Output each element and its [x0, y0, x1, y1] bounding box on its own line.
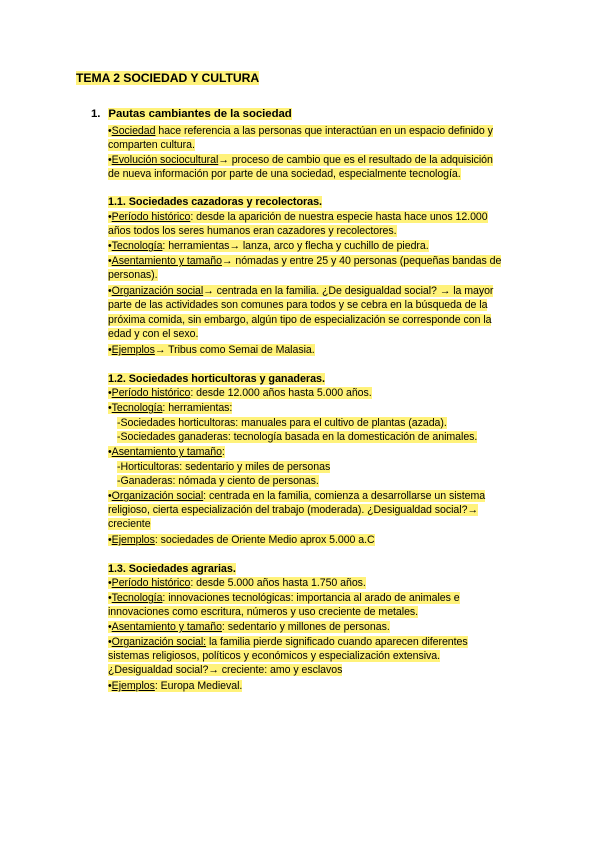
sociedad-text-1: hace referencia a las personas que interactúan en un espacio definido y: [155, 125, 493, 137]
s12-organizacion-line-2: [108, 503, 478, 517]
bullet: •: [108, 636, 112, 648]
s11-asentamiento-line-2: [108, 268, 158, 282]
bullet: •: [108, 680, 112, 692]
section-1-3-heading: [108, 562, 236, 576]
s11-organizacion-line-4: [108, 327, 198, 341]
s13-tecnologia-line-1: [108, 591, 460, 605]
evolucion-term: Evolución sociocultural: [111, 154, 219, 166]
s13-organizacion-line-3: [108, 663, 342, 677]
bullet: •: [108, 240, 112, 252]
s12-organizacion-text-2: religioso, cierta especialización del trabajo (moderada). ¿Desigualdad social?→: [108, 504, 478, 516]
s12-tecnologia-sub-2: [117, 430, 477, 444]
s12-asentamiento-sub-1-text: -Horticultoras: sedentario y miles de personas: [117, 461, 331, 473]
s12-tecnologia-sub-1-text: -Sociedades horticultoras: manuales para el cultivo de plantas (azada).: [117, 417, 447, 429]
bullet: •: [108, 387, 112, 399]
s11-periodo-text-1: : desde la aparición de nuestra especie hasta hace unos 12.000: [190, 211, 488, 223]
s12-organizacion-line-3: [108, 517, 151, 531]
s11-organizacion-text-3: próxima comida, sin embargo, algún tipo de especialización se corresponde con la: [108, 314, 492, 326]
s12-asentamiento-sub-1: [117, 460, 330, 474]
s13-ejemplos-text-1: : Europa Medieval.: [154, 680, 243, 692]
s12-ejemplos-term: Ejemplos: [111, 534, 155, 546]
bullet: •: [108, 577, 112, 589]
s12-organizacion-text-3: creciente: [108, 518, 151, 530]
bullet: •: [108, 285, 112, 297]
s12-asentamiento-line: [108, 445, 225, 459]
s13-organizacion-text-3: ¿Desigualdad social?→ creciente: amo y esclavos: [108, 664, 343, 676]
s13-periodo-term: Período histórico: [111, 577, 191, 589]
s12-tecnologia-term: Tecnología: [111, 402, 163, 414]
s12-asentamiento-sub-2: [117, 474, 319, 488]
s11-periodo-term: Período histórico: [111, 211, 191, 223]
section-1-3-heading-text: 1.3. Sociedades agrarias.: [108, 563, 236, 575]
s13-asentamiento-term: Asentamiento y tamaño: [111, 621, 222, 633]
s11-periodo-line-1: [108, 210, 488, 224]
s13-tecnologia-text-2: innovaciones como escritura, números y uso creciente de metales.: [108, 606, 419, 618]
s11-tecnologia-text-1: : herramientas→ lanza, arco y flecha y cuchillo de piedra.: [162, 240, 429, 252]
s12-tecnologia-line: [108, 401, 232, 415]
s11-ejemplos-text-1: → Tribus como Semai de Malasia.: [154, 344, 315, 356]
section-1-1-heading: [108, 195, 322, 209]
s13-organizacion-text-2: sistemas religiosos, políticos y económicos y especialización extensiva.: [108, 650, 441, 662]
s13-tecnologia-line-2: [108, 605, 418, 619]
s11-periodo-line-2: [108, 224, 397, 238]
s11-organizacion-term: Organización social: [111, 285, 204, 297]
s11-organizacion-line-3: [108, 313, 491, 327]
s11-asentamiento-text-1: → nómadas y entre 25 y 40 personas (pequeñas bandas de: [221, 255, 502, 267]
s12-ejemplos-line: [108, 533, 375, 547]
s12-ejemplos-text-1: : sociedades de Oriente Medio aprox 5.000 a.C: [154, 534, 375, 546]
section-1-heading-text: Pautas cambiantes de la sociedad: [108, 108, 292, 120]
evolucion-text-1: → proceso de cambio que es el resultado de la adquisición: [218, 154, 493, 166]
bullet: •: [108, 534, 112, 546]
s11-organizacion-line-1: [108, 284, 493, 298]
s11-ejemplos-term: Ejemplos: [111, 344, 155, 356]
s11-asentamiento-term: Asentamiento y tamaño: [111, 255, 222, 267]
s13-organizacion-term: Organización social:: [111, 636, 207, 648]
s11-tecnologia-line: [108, 239, 429, 253]
s12-asentamiento-sub-2-text: -Ganaderas: nómada y ciento de personas.: [117, 475, 319, 487]
sociedad-line-2: [108, 138, 195, 152]
s12-periodo-line: [108, 386, 372, 400]
s13-tecnologia-text-1: : innovaciones tecnológicas: importancia al arado de animales e: [162, 592, 460, 604]
s13-periodo-line: [108, 576, 366, 590]
s12-periodo-text-1: : desde 12.000 años hasta 5.000 años.: [190, 387, 372, 399]
s11-asentamiento-text-2: personas).: [108, 269, 158, 281]
bullet: •: [108, 402, 112, 414]
bullet: •: [108, 125, 112, 137]
s12-tecnologia-text-1: : herramientas:: [162, 402, 233, 414]
evolucion-text-2: de nueva información por parte de una sociedad, especialmente tecnología.: [108, 168, 461, 180]
s11-asentamiento-line-1: [108, 254, 501, 268]
bullet: •: [108, 446, 112, 458]
bullet: •: [108, 154, 112, 166]
s12-periodo-term: Período histórico: [111, 387, 191, 399]
s11-ejemplos-line: [108, 343, 315, 357]
s13-asentamiento-text-1: : sedentario y millones de personas.: [221, 621, 390, 633]
s11-organizacion-text-4: edad y con el sexo.: [108, 328, 199, 340]
s13-ejemplos-term: Ejemplos: [111, 680, 155, 692]
bullet: •: [108, 255, 112, 267]
s11-organizacion-text-2: parte de las actividades son comunes para todos y se cebra en la búsqueda de la: [108, 299, 488, 311]
s13-organizacion-line-2: [108, 649, 440, 663]
document-title: [76, 71, 259, 85]
section-1-2-heading: [108, 372, 325, 386]
s12-tecnologia-sub-2-text: -Sociedades ganaderas: tecnología basada en la domesticación de animales.: [117, 431, 478, 443]
document-title-text: TEMA 2 SOCIEDAD Y CULTURA: [76, 71, 260, 85]
s13-ejemplos-line: [108, 679, 242, 693]
s11-tecnologia-term: Tecnología: [111, 240, 163, 252]
s13-organizacion-text-1: la familia pierde significado cuando aparecen diferentes: [206, 636, 468, 648]
evolucion-line-2: [108, 167, 461, 181]
sociedad-term: Sociedad: [111, 125, 156, 137]
section-1-2-heading-text: 1.2. Sociedades horticultoras y ganaderas.: [108, 373, 325, 385]
sociedad-line-1: [108, 124, 493, 138]
section-1-heading: [91, 107, 292, 121]
bullet: •: [108, 621, 112, 633]
bullet: •: [108, 592, 112, 604]
section-1-1-heading-text: 1.1. Sociedades cazadoras y recolectoras.: [108, 196, 323, 208]
s12-asentamiento-term: Asentamiento y tamaño: [111, 446, 222, 458]
s11-organizacion-line-2: [108, 298, 487, 312]
s12-organizacion-line-1: [108, 489, 485, 503]
evolucion-line-1: [108, 153, 493, 167]
s13-periodo-text-1: : desde 5.000 años hasta 1.750 años.: [190, 577, 366, 589]
s12-tecnologia-sub-1: [117, 416, 447, 430]
s13-tecnologia-term: Tecnología: [111, 592, 163, 604]
bullet: •: [108, 211, 112, 223]
sociedad-text-2: comparten cultura.: [108, 139, 195, 151]
s12-organizacion-term: Organización social: [111, 490, 204, 502]
s13-asentamiento-line: [108, 620, 390, 634]
s11-periodo-text-2: años todos los seres humanos eran cazadores y recolectores.: [108, 225, 397, 237]
s13-organizacion-line-1: [108, 635, 468, 649]
s12-asentamiento-text-1: :: [221, 446, 225, 458]
section-1-number: 1.: [91, 108, 101, 120]
s12-organizacion-text-1: : centrada en la familia, comienza a desarrollarse un sistema: [203, 490, 486, 502]
bullet: •: [108, 344, 112, 356]
s11-organizacion-text-1: → centrada en la familia. ¿De desigualdad social? → la mayor: [203, 285, 494, 297]
bullet: •: [108, 490, 112, 502]
